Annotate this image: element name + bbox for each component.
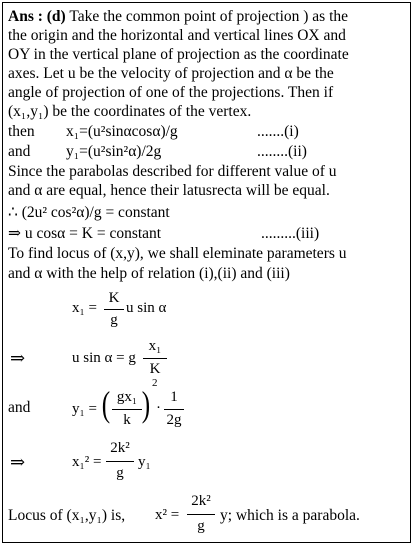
d1-rhs: u sin α — [126, 300, 167, 316]
d2-denominator: K — [149, 361, 161, 377]
intro-line-5: angle of projection of one of the projections. Then if — [8, 84, 334, 101]
intro-line-4: axes. Let u be the velocity of projection and α be the — [8, 65, 334, 82]
ans-label: Ans : — [8, 8, 43, 25]
eq3: ∴ (2u² cos²α)/g = constant — [8, 204, 170, 221]
d1-denominator: g — [110, 312, 118, 328]
d1-lhs: x₁ = — [72, 300, 97, 316]
eq2-tag: ........(ii) — [257, 143, 307, 160]
d4-rhs: y₁ — [138, 454, 151, 470]
d3-exponent: 2 — [152, 377, 158, 389]
d1-numerator: K — [108, 290, 120, 306]
eq2-prefix: and — [8, 143, 31, 160]
d3-lhs: y₁ = — [72, 401, 97, 417]
eq2-expression: y₁=(u²sin²α)/2g — [66, 143, 162, 160]
text3-line-2: and α with the help of relation (i),(ii) and (iii) — [8, 265, 290, 282]
locus-text: Locus of (x₁,y₁) is, — [8, 507, 126, 524]
d3-fraction-bar — [112, 409, 142, 410]
d3-numerator: gx₁ — [116, 389, 138, 405]
intro-line-6: (x₁,y₁) be the coordinates of the vertex. — [8, 103, 252, 120]
locus-rhs: y; which is a parabola. — [220, 507, 360, 524]
locus-denominator: g — [197, 518, 205, 534]
text3-line-1: To find locus of (x,y), we shall eleminate parameters u — [8, 245, 347, 262]
d2-fraction-bar — [143, 358, 167, 359]
d1-fraction-bar — [104, 309, 124, 310]
text2-line-2: and α are equal, hence their latusrecta will be equal. — [8, 182, 330, 199]
d3-prefix: and — [8, 399, 31, 416]
eq4-expression: ⇒ u cosα = K = constant — [8, 225, 162, 242]
d4-denominator: g — [116, 465, 124, 481]
d3-dot: · — [156, 400, 161, 416]
d2-numerator: x₁ — [148, 338, 162, 354]
eq1-expression: x₁=(u²sinαcosα)/g — [66, 123, 178, 140]
eq1-tag: .......(i) — [257, 123, 299, 140]
d3-numerator-2: 1 — [170, 389, 178, 405]
d4-numerator: 2k² — [110, 440, 130, 456]
eq1-prefix: then — [8, 123, 35, 140]
d4-fraction-bar — [106, 461, 134, 462]
d4-lhs: x₁² = — [72, 454, 102, 470]
d4-implies: ⇒ — [10, 452, 26, 472]
locus-lhs: x² = — [155, 507, 180, 523]
d3-fraction-bar-2 — [164, 409, 184, 410]
eq4-tag: .........(iii) — [261, 225, 320, 242]
d3-right-paren: ) — [141, 384, 151, 424]
d2-implies: ⇒ — [10, 348, 26, 368]
locus-fraction-bar — [187, 514, 215, 515]
intro-line-3: OY in the vertical plane of projection as the coordinate — [8, 46, 349, 63]
intro-line-1 — [8, 8, 348, 26]
d2-lhs: u sin α = g — [72, 350, 136, 366]
d3-left-paren: ( — [101, 384, 111, 424]
d3-denominator-2: 2g — [166, 412, 182, 428]
d3-denominator: k — [123, 412, 131, 428]
text2-line-1: Since the parabolas described for different value of u — [8, 163, 337, 180]
intro-first: Take the common point of projection ) as the — [69, 8, 349, 25]
locus-numerator: 2k² — [191, 493, 211, 509]
ans-option: (d) — [46, 8, 66, 25]
intro-line-2: the origin and the horizontal and vertical lines OX and — [8, 27, 346, 44]
